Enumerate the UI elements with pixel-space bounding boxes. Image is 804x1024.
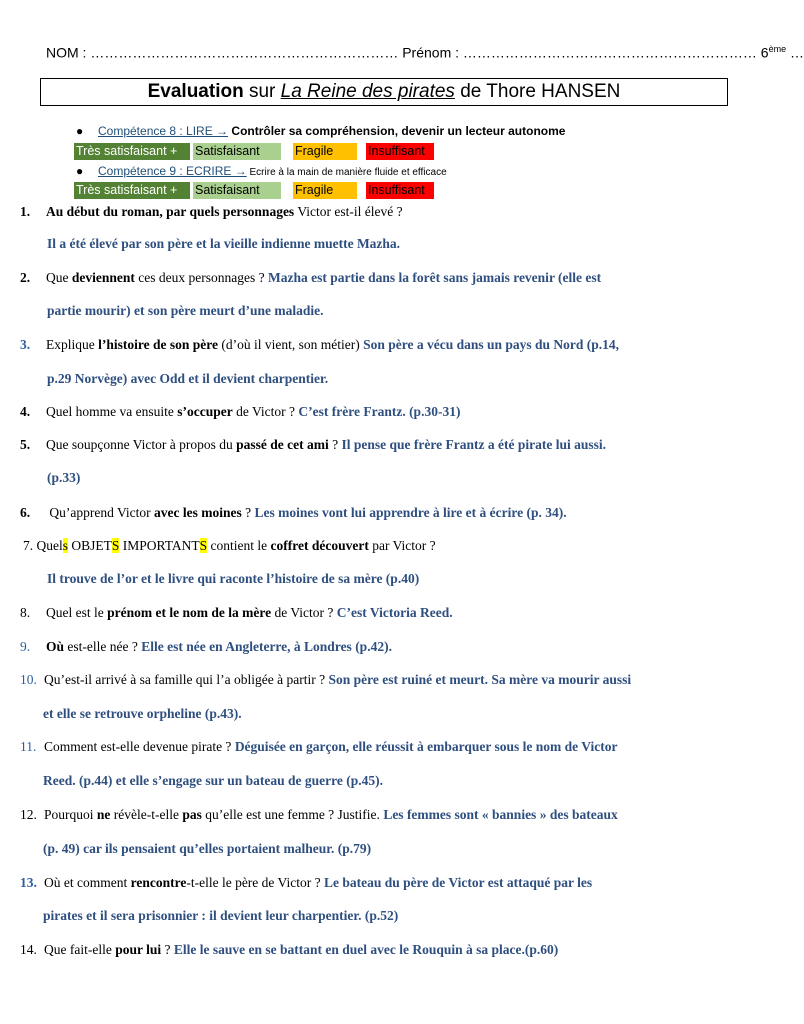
question-text: révèle-t-elle bbox=[110, 807, 183, 822]
competence-8 bbox=[78, 124, 565, 138]
question-number: 13. bbox=[20, 875, 37, 890]
highlight-text: s bbox=[62, 538, 69, 553]
answer-text: (p. 49) car ils pensaient qu’elles portaient malheur. (p.79) bbox=[43, 841, 372, 856]
answer-text: Il pense que frère Frantz a été pirate lui aussi. bbox=[341, 437, 606, 452]
answer-text: Mazha est partie dans la forêt sans jamais revenir (elle est bbox=[267, 270, 602, 285]
answer-text: Les moines vont lui apprendre à lire et à écrire (p. 34). bbox=[254, 505, 567, 520]
question-text: rencontre bbox=[130, 875, 187, 890]
answer-text: Reed. (p.44) et elle s’engage sur un bateau de guerre (p.45). bbox=[43, 773, 383, 788]
question-text: Qu’est-il arrivé à sa famille qui l’a obligée à partir ? bbox=[44, 672, 329, 687]
question-text: Pourquoi bbox=[44, 807, 97, 822]
title-book: La Reine des pirates bbox=[280, 81, 455, 102]
question-number: 9. bbox=[20, 639, 31, 654]
question-text: prénom et le nom de la mère bbox=[107, 605, 272, 620]
highlight-text: S bbox=[111, 538, 120, 553]
question-text: ne bbox=[96, 807, 111, 822]
question-text: deviennent bbox=[71, 270, 135, 285]
question-text: s’occuper bbox=[177, 404, 233, 419]
competence-9 bbox=[78, 164, 447, 178]
question-text: Que fait-elle bbox=[44, 942, 116, 957]
question-text: de Victor ? bbox=[271, 605, 337, 620]
answer-text: C’est frère Frantz. (p.30-31) bbox=[298, 404, 461, 419]
question-number: 6. bbox=[20, 505, 31, 520]
question-text: ces deux personnages ? bbox=[134, 270, 268, 285]
question-text: -t-elle le père de Victor ? bbox=[186, 875, 324, 890]
level-satisfaisant: Satisfaisant bbox=[193, 182, 281, 199]
name-label: NOM : ………………………………………………………… Prénom : ……………………………………………………… 6 bbox=[46, 44, 769, 61]
level-satisfaisant: Satisfaisant bbox=[193, 143, 281, 160]
question-number: 2. bbox=[20, 270, 31, 285]
answer-text: p.29 Norvège) avec Odd et il devient charpentier. bbox=[47, 371, 329, 386]
question-text: coffret découvert bbox=[270, 538, 369, 553]
answer-text: Elle est née en Angleterre, à Londres (p.42). bbox=[141, 639, 392, 654]
answer-text: Il a été élevé par son père et la vieille indienne muette Mazha. bbox=[47, 236, 401, 251]
question-number: 4. bbox=[20, 404, 31, 419]
answer-text: Le bateau du père de Victor est attaqué par les bbox=[323, 875, 593, 890]
question-number: 11. bbox=[20, 739, 37, 754]
answer-text: (p.33) bbox=[47, 470, 81, 485]
question-text: de Victor ? bbox=[232, 404, 299, 419]
question-text: Qu’apprend Victor bbox=[46, 505, 155, 520]
question-text: Comment est-elle devenue pirate ? bbox=[44, 739, 235, 754]
question-text: pour lui bbox=[115, 942, 162, 957]
question-text: Où bbox=[46, 639, 65, 654]
answer-text: Les femmes sont « bannies » des bateaux bbox=[383, 807, 618, 822]
answer-text: Son père a vécu dans un pays du Nord (p.14, bbox=[363, 337, 620, 352]
page-title bbox=[40, 78, 728, 106]
question-number: 1. bbox=[20, 204, 31, 219]
title-author: de Thore HANSEN bbox=[454, 81, 621, 102]
question-text: Que soupçonne Victor à propos du bbox=[46, 437, 237, 452]
bullet-icon: ● bbox=[76, 164, 84, 178]
question-number: 10. bbox=[20, 672, 37, 687]
question-text: Quel est le bbox=[46, 605, 108, 620]
question-text: passé de cet ami bbox=[236, 437, 329, 452]
answer-text: partie mourir) et son père meurt d’une maladie. bbox=[47, 303, 324, 318]
grade-sup: ème bbox=[768, 44, 787, 54]
question-text: Quel homme va ensuite bbox=[46, 404, 178, 419]
question-text: par Victor ? bbox=[368, 538, 436, 553]
question-number: 12. bbox=[20, 807, 37, 822]
level-fragile: Fragile bbox=[293, 182, 357, 199]
question-text: ? bbox=[241, 505, 255, 520]
answer-text: Elle le sauve en se battant en duel avec le Rouquin à sa place.(p.60) bbox=[173, 942, 559, 957]
competence-9-desc: Ecrire à la main de manière fluide et efficace bbox=[246, 167, 447, 178]
question-number: 14. bbox=[20, 942, 37, 957]
question-text: l’histoire de son père bbox=[98, 337, 218, 352]
answer-text: Déguisée en garçon, elle réussit à embarquer sous le nom de Victor bbox=[234, 739, 618, 754]
question-text: ? bbox=[161, 942, 174, 957]
question-text: est-elle née ? bbox=[64, 639, 142, 654]
question-number: 8. bbox=[20, 605, 31, 620]
name-line bbox=[46, 44, 804, 61]
competence-9-name: Compétence 9 : ECRIRE → bbox=[98, 164, 247, 178]
question-text: contient le bbox=[207, 538, 271, 553]
question-text: Quel bbox=[33, 538, 63, 553]
title-sur: sur bbox=[243, 81, 281, 102]
question-text: qu’elle est une femme ? Justifie. bbox=[201, 807, 384, 822]
question-number: 3. bbox=[20, 337, 31, 352]
question-text: ? bbox=[328, 437, 342, 452]
question-text: pas bbox=[182, 807, 202, 822]
question-text: Au début du roman, par quels personnages bbox=[46, 204, 295, 219]
level-fragile: Fragile bbox=[293, 143, 357, 160]
answer-text: Son père est ruiné et meurt. Sa mère va mourir aussi bbox=[328, 672, 632, 687]
question-text: (d’où il vient, son métier) bbox=[218, 337, 364, 352]
answer-text: Il trouve de l’or et le livre qui raconte l’histoire de sa mère (p.40) bbox=[47, 571, 420, 586]
highlight-text: S bbox=[199, 538, 208, 553]
name-tail: … bbox=[786, 44, 804, 61]
competence-8-desc: Contrôler sa compréhension, devenir un lecteur autonome bbox=[228, 124, 566, 138]
question-text: Où et comment bbox=[44, 875, 131, 890]
question-text: Victor est-il élevé ? bbox=[294, 204, 403, 219]
level-tres-satisfaisant: Très satisfaisant + bbox=[74, 143, 190, 160]
question-text: OBJET bbox=[68, 538, 112, 553]
question-number: 7. bbox=[23, 538, 34, 553]
level-insuffisant: Insuffisant bbox=[366, 182, 434, 199]
bullet-icon: ● bbox=[76, 124, 84, 138]
level-insuffisant: Insuffisant bbox=[366, 143, 434, 160]
question-text: avec les moines bbox=[154, 505, 242, 520]
answer-text: et elle se retrouve orpheline (p.43). bbox=[43, 706, 242, 721]
question-text: Explique bbox=[46, 337, 99, 352]
competence-8-name: Compétence 8 : LIRE → bbox=[98, 124, 229, 138]
question-text: IMPORTANT bbox=[119, 538, 200, 553]
question-number: 5. bbox=[20, 437, 31, 452]
question-text: Que bbox=[46, 270, 72, 285]
answer-text: C’est Victoria Reed. bbox=[336, 605, 453, 620]
answer-text: pirates et il sera prisonnier : il devient leur charpentier. (p.52) bbox=[43, 908, 399, 923]
title-evaluation: Evaluation bbox=[147, 81, 244, 102]
level-tres-satisfaisant: Très satisfaisant + bbox=[74, 182, 190, 199]
